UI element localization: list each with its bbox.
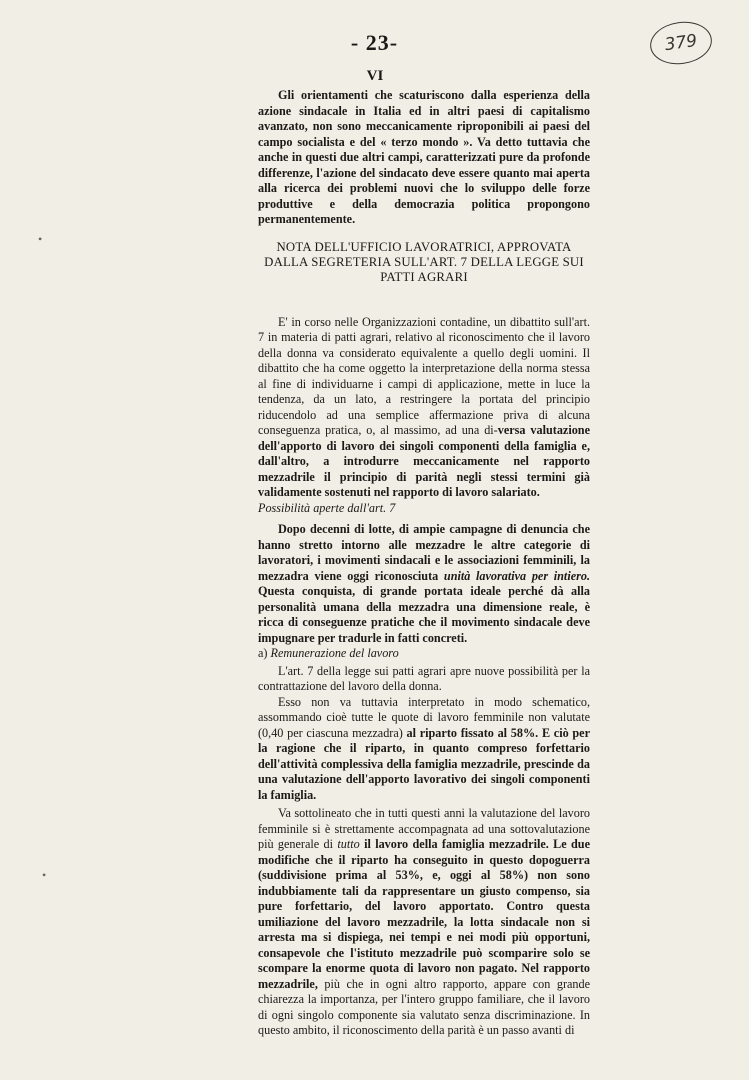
title-line: NOTA DELL'UFFICIO LAVORATRICI, APPROVATA — [276, 239, 572, 254]
paragraph-5-tail: più che in ogni altro rapporto, appare con grande chiarezza la importanza, per l'intero gruppo familiare, che il lavoro di ogni singolo componente sia valutato senza discriminazione. In questo ambito, il riconoscimento della parità è un passo avanti di — [258, 976, 591, 1037]
title-line: PATTI AGRARI — [380, 269, 468, 284]
paragraph-1-text: E' in corso nelle Organizzazioni contadine, un dibattito sull'art. 7 in materia di patti agrari, relativo al riconoscimento che il lavoro della donna va considerato equivalente a quello degli uomini. Il dibattito che ha come oggetto la interpretazione della norma stessa al fine di individuarne i campi di applicazione, mette in luce la tendenza, da un lato, a restringere la portata del principio riducendolo ad una semplice affermazione priva di alcuna conseguenza pratica, o, al massimo, ad una di- — [258, 314, 590, 437]
paragraph-5 — [258, 806, 590, 1039]
paragraph-4-bold: al riparto fissato al 58%. E ciò per la ragione che il riparto, in quanto compreso forfettario dell'attività complessiva della famiglia mezzadrile, prescinde da una valutazione dell'apporto lavorativo dei singoli componenti la famiglia. — [258, 725, 590, 802]
subheading-text: Remunerazione del lavoro — [270, 646, 399, 660]
paragraph-2 — [258, 522, 590, 646]
subheading-prefix: a) — [258, 646, 271, 660]
paragraph-2-text: Dopo decenni di lotte, di ampie campagne di denuncia che hanno stretto intorno alle mezzadre le altre categorie di lavoratori, i movimenti sindacali e le associazioni femminili, la mezzadra viene oggi riconosciuta — [258, 522, 590, 583]
paragraph-2-text-b: Questa conquista, di grande portata ideale perché dà alla personalità umana della mezzadra una dimensione reale, è ricca di conseguenze pratiche che il movimento sindacale deve impugnare per tradurle in fatti concreti. — [258, 584, 590, 645]
paragraph-3: L'art. 7 della legge sui patti agrari apre nuove possibilità per la contrattazione del lavoro della donna. — [258, 663, 590, 693]
paragraph-4-text: Esso non va tuttavia interpretato in modo schematico, assommando cioè tutte le quote di lavoro femminile non valutate (0,40 per ciascuna mezzadra) — [258, 694, 590, 740]
paragraph-2-italic: unità lavorativa per intiero. — [443, 568, 590, 583]
paragraph-5-text: Va sottolineato che in tutti questi anni la valutazione del lavoro femminile si è strettamente accompagnata ad una sottovalutazione più generale di — [258, 806, 590, 851]
archive-stamp: 379 — [647, 18, 714, 68]
page-number: - 23- — [350, 30, 399, 55]
subheading-possibilita: Possibilità aperte dall'art. 7 — [258, 500, 396, 515]
paragraph-5-bold: il lavoro della famiglia mezzadrile. Le due modifiche che il riparto ha conseguito in questo dopoguerra (suddivisione prima al 53%, e, oggi al 58%) non sono indubbiamente tali da rappresentare un giusto compenso, sia pure forfettario, del lavoro apportato. Contro questa umiliazione del lavoro mezzadrile, la lotta sindacale non si arresta ma si dispiega, nei tempi e nei modi più opportuni, consapevole che l'istituto mezzadrile può scomparire solo se scompare la enorme quota di lavoro non pagato. Nel rapporto mezzadrile, — [258, 837, 590, 991]
paragraph-1-bold: versa valutazione dell'apporto di lavoro dei singoli componenti della famiglia e, dall'altro, a introdurre meccanicamente nel rapporto mezzadrile il principio di parità negli stessi termini già validamente sostenuti nel rapporto di lavoro salariato. — [258, 423, 590, 499]
note-title — [258, 240, 590, 285]
subheading-remunerazione — [258, 646, 590, 662]
text-column — [258, 88, 590, 1039]
margin-mark: • — [42, 868, 47, 882]
intro-paragraph: Gli orientamenti che scaturiscono dalla esperienza della azione sindacale in Italia ed in altri paesi di capitalismo avanzato, non sono meccanicamente riproponibili ai paesi del campo socialista e del « terzo mondo ». Va detto tuttavia che anche in questi due altri campi, caratterizzati pure da profonde differenze, l'azione del sindacato deve essere quanto mai aperta alla ricerca dei problemi nuovi che lo sviluppo delle forze produttive e della democrazia politica propongono permanentemente. — [258, 88, 590, 226]
paragraph-5-italic: tutto — [337, 837, 360, 851]
title-line: DALLA SEGRETERIA SULL'ART. 7 DELLA LEGGE SUI — [264, 254, 584, 269]
paragraph-1 — [258, 315, 590, 501]
margin-mark: • — [38, 232, 43, 246]
paragraph-4 — [258, 695, 590, 804]
section-number: VI — [366, 68, 384, 84]
